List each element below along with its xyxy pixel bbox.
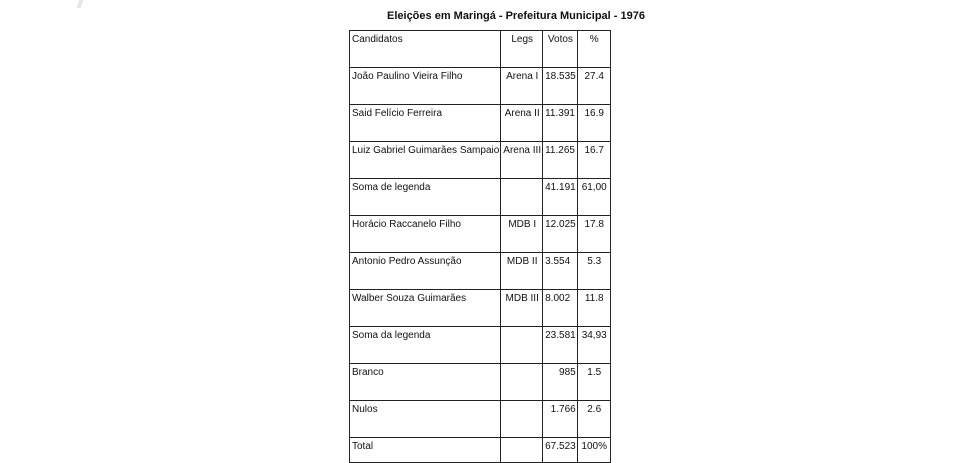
cell-leg: MDB I: [501, 216, 543, 253]
results-table: [349, 30, 611, 463]
cell-candidato: Said Felício Ferreira: [350, 105, 501, 142]
cell-leg: [501, 401, 543, 438]
cell-leg: MDB III: [501, 290, 543, 327]
cell-votos: 985: [543, 364, 578, 401]
cell-candidato: Nulos: [350, 401, 501, 438]
header-candidatos: Candidatos: [350, 31, 501, 68]
cell-leg: Arena I: [501, 68, 543, 105]
cell-votos: 12.025: [543, 216, 578, 253]
table-row: [350, 68, 611, 105]
cell-votos: 3.554: [543, 253, 578, 290]
cell-votos: 8.002: [543, 290, 578, 327]
cell-leg: MDB II: [501, 253, 543, 290]
cell-pct: 11.8: [577, 290, 610, 327]
table-row: [350, 290, 611, 327]
corner-mark: [77, 0, 84, 8]
cell-votos: 11.265: [543, 142, 578, 179]
cell-pct: 5.3: [577, 253, 610, 290]
cell-candidato: Horácio Raccanelo Filho: [350, 216, 501, 253]
cell-leg: [501, 327, 543, 364]
cell-votos: 1.766: [543, 401, 578, 438]
cell-candidato: Soma da legenda: [350, 327, 501, 364]
cell-candidato: Branco: [350, 364, 501, 401]
cell-pct: 27.4: [577, 68, 610, 105]
cell-pct: 17.8: [577, 216, 610, 253]
cell-leg: Arena III: [501, 142, 543, 179]
table-row: [350, 401, 611, 438]
cell-pct: 16.7: [577, 142, 610, 179]
table-row: [350, 105, 611, 142]
cell-pct: 61,00: [577, 179, 610, 216]
table-row: [350, 327, 611, 364]
cell-leg: Arena II: [501, 105, 543, 142]
cell-leg: [501, 364, 543, 401]
page-title: Eleições em Maringá - Prefeitura Municipal - 1976: [387, 10, 645, 22]
table-row: [350, 253, 611, 290]
table-row: [350, 364, 611, 401]
header-pct: %: [577, 31, 610, 68]
cell-candidato: Antonio Pedro Assunção: [350, 253, 501, 290]
table-row: [350, 142, 611, 179]
table-row: [350, 438, 611, 463]
cell-pct: 34,93: [577, 327, 610, 364]
table-header-row: [350, 31, 611, 68]
cell-votos: 11.391: [543, 105, 578, 142]
cell-leg: [501, 438, 543, 463]
cell-votos: 23.581: [543, 327, 578, 364]
cell-pct: 1.5: [577, 364, 610, 401]
cell-candidato: Total: [350, 438, 501, 463]
cell-votos: 67.523: [543, 438, 578, 463]
header-legs: Legs: [501, 31, 543, 68]
cell-votos: 41.191: [543, 179, 578, 216]
cell-pct: 2.6: [577, 401, 610, 438]
cell-pct: 100%: [577, 438, 610, 463]
cell-candidato: Luiz Gabriel Guimarães Sampaio: [350, 142, 501, 179]
cell-pct: 16.9: [577, 105, 610, 142]
table-row: [350, 179, 611, 216]
cell-candidato: Walber Souza Guimarães: [350, 290, 501, 327]
cell-leg: [501, 179, 543, 216]
cell-votos: 18.535: [543, 68, 578, 105]
cell-candidato: Soma de legenda: [350, 179, 501, 216]
cell-candidato: João Paulino Vieira Filho: [350, 68, 501, 105]
table-row: [350, 216, 611, 253]
header-votos: Votos: [543, 31, 578, 68]
